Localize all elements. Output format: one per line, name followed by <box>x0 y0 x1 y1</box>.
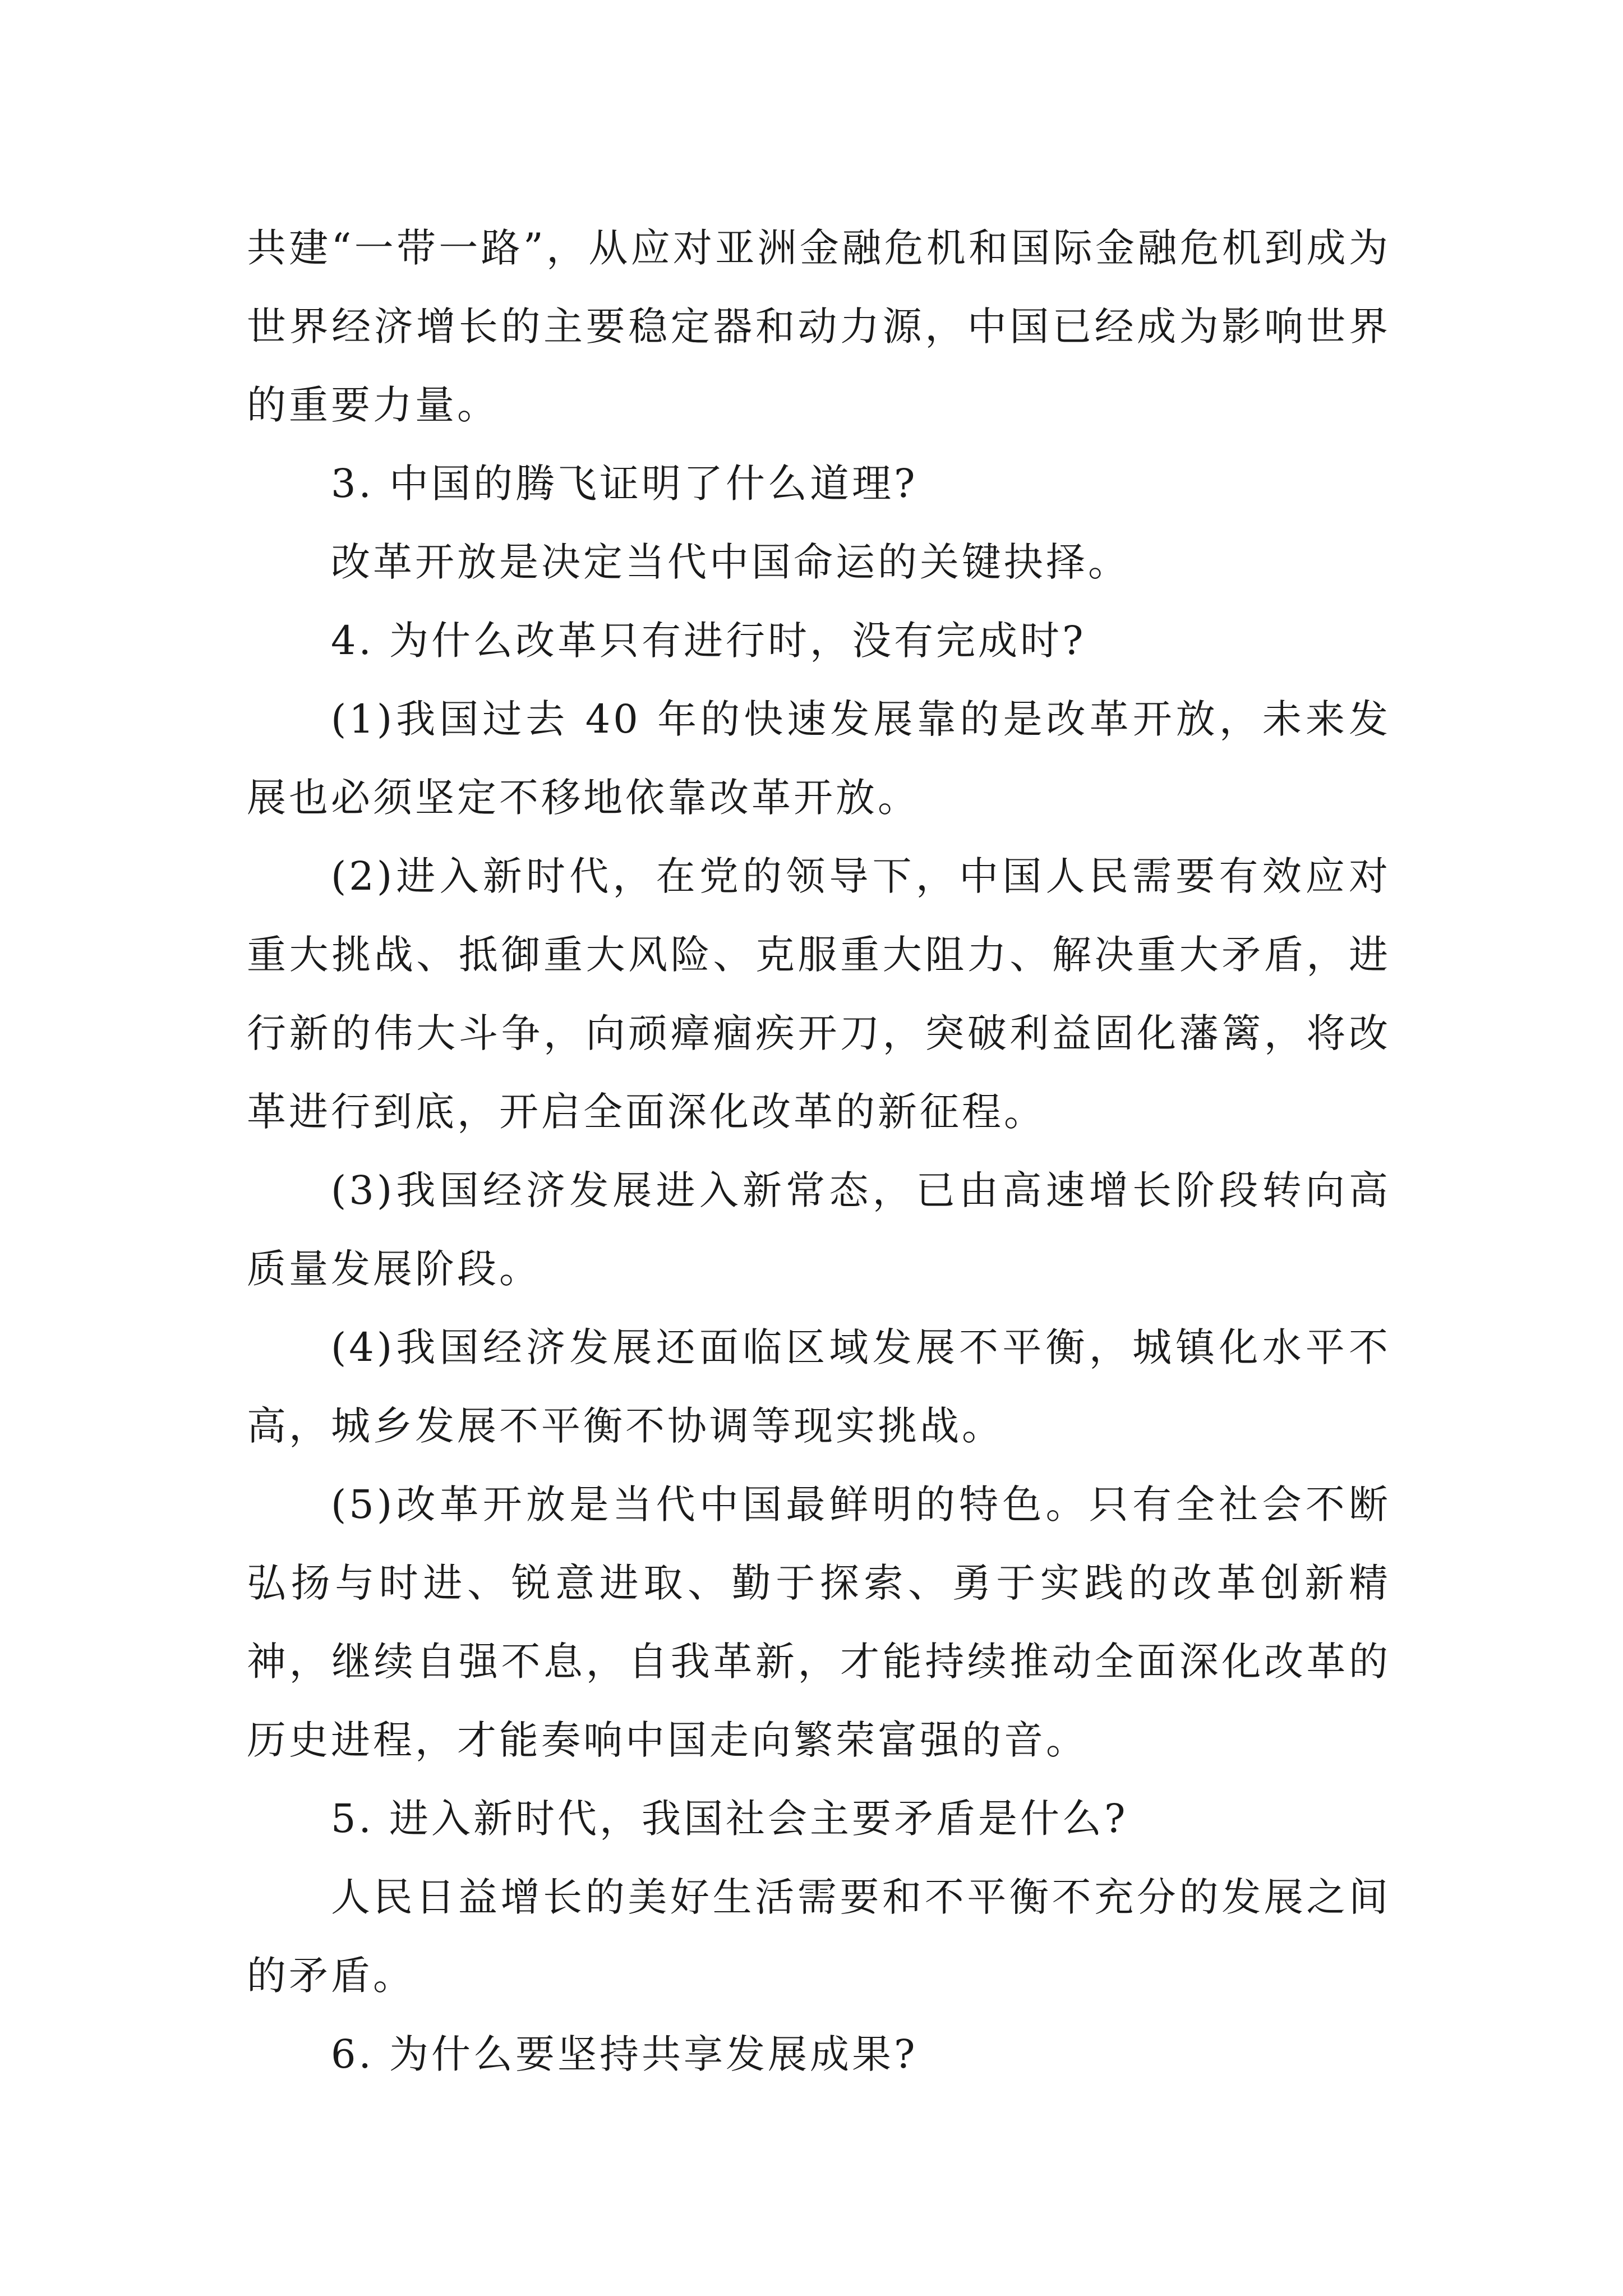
answer-4-point-5: (5)改革开放是当代中国最鲜明的特色。只有全社会不断弘扬与时进、锐意进取、勤于探索、勇于实践的改革创新精神，继续自强不息，自我革新，才能持续推动全面深化改革的历史进程，才能奏响中国走向繁荣富强的音。 <box>247 1481 1391 1763</box>
answer-4-point-2: (2)进入新时代，在党的领导下，中国人民需要有效应对重大挑战、抵御重大风险、克服重大阻力、解决重大矛盾，进行新的伟大斗争，向顽瘴痼疾开刀，突破利益固化藩篱，将改革进行到底，开启全面深化改革的新征程。 <box>247 853 1391 1135</box>
answer-4-point-1: (1)我国过去 40 年的快速发展靠的是改革开放，未来发展也必须坚定不移地依靠改革开放。 <box>247 696 1391 821</box>
document-body <box>247 209 1391 2093</box>
question-5-heading: 5. 进入新时代，我国社会主要矛盾是什么? <box>331 1796 1128 1842</box>
question-6-heading: 6. 为什么要坚持共享发展成果? <box>331 2031 918 2077</box>
paragraph-continuation: 共建“一带一路”，从应对亚洲金融危机和国际金融危机到成为世界经济增长的主要稳定器和动力源，中国已经成为影响世界的重要力量。 <box>247 225 1391 428</box>
answer-4-point-3: (3)我国经济发展进入新常态，已由高速增长阶段转向高质量发展阶段。 <box>247 1167 1391 1292</box>
answer-4-point-4: (4)我国经济发展还面临区域发展不平衡，城镇化水平不高，城乡发展不平衡不协调等现实挑战。 <box>247 1324 1391 1449</box>
question-3-heading: 3. 中国的腾飞证明了什么道理? <box>331 461 918 507</box>
answer-3-paragraph: 改革开放是决定当代中国命运的关键抉择。 <box>331 539 1130 585</box>
answer-5-paragraph: 人民日益增长的美好生活需要和不平衡不充分的发展之间的矛盾。 <box>247 1874 1391 1999</box>
question-4-heading: 4. 为什么改革只有进行时，没有完成时? <box>331 618 1086 664</box>
